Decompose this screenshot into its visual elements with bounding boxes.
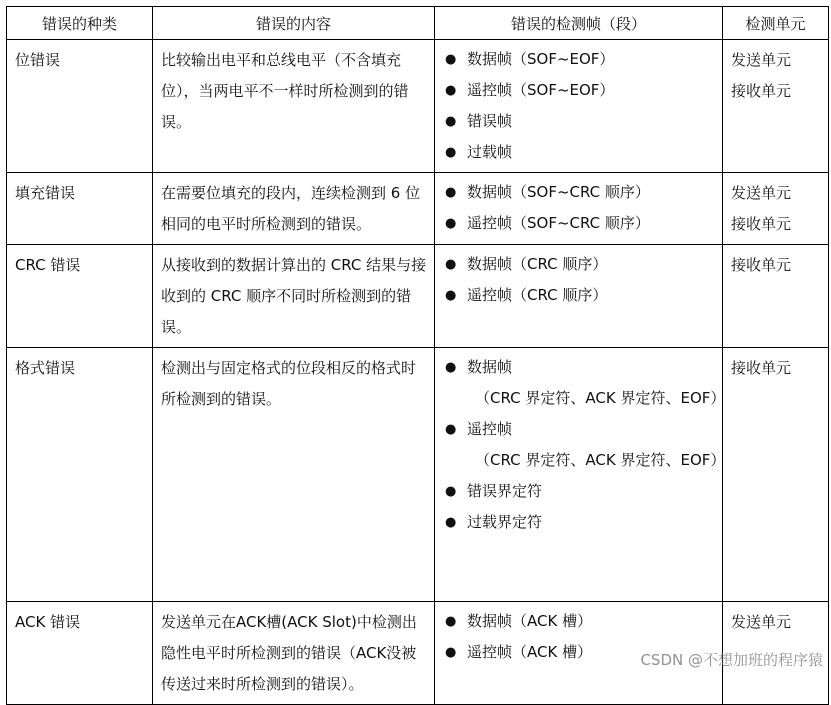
detection-unit-label: 接收单元 [731,359,792,377]
bullet-icon: ● [445,52,457,67]
frame-list-item [441,606,718,637]
unit-list [723,348,828,388]
bullet-icon: ● [445,515,457,530]
detection-unit-label: 接收单元 [731,82,792,100]
frame-label: 遥控帧（ACK 槽） [467,643,593,661]
frame-label: 数据帧（SOF~CRC 顺序） [467,183,650,201]
bullet-icon: ● [445,83,457,98]
bullet-icon: ● [445,145,457,160]
detection-unit-cell [723,40,829,173]
frame-label: 遥控帧（SOF~CRC 顺序） [467,214,650,232]
detection-unit-cell [723,245,829,348]
error-content-cell [153,602,435,705]
detection-unit-label: 发送单元 [731,613,792,631]
frame-label: 错误界定符 [467,482,543,500]
detection-frame-cell [435,245,723,348]
error-content-cell [153,40,435,173]
error-type-cell [7,40,153,173]
unit-list [723,245,828,285]
error-content-cell [153,173,435,245]
table-row [7,40,829,173]
error-content-text: 从接收到的数据计算出的 CRC 结果与接收到的 CRC 顺序不同时所检测到的错误。 [161,256,427,336]
detection-frame-cell [435,40,723,173]
frame-label: 遥控帧（SOF~EOF） [467,81,615,99]
frame-label: 过载帧 [467,143,513,161]
header-detection-unit: 检测单元 [723,7,829,40]
error-content-text: 检测出与固定格式的位段相反的格式时所检测到的错误。 [161,359,417,408]
frame-list-item [441,208,718,239]
bullet-icon: ● [445,185,457,200]
error-content-cell [153,245,435,348]
error-content-cell [153,348,435,602]
bullet-icon: ● [445,614,457,629]
frame-label: 遥控帧 [467,420,513,438]
unit-list [723,602,828,642]
bullet-icon: ● [445,216,457,231]
detection-frame-cell [435,348,726,602]
detection-unit-label: 接收单元 [731,215,792,233]
watermark: CSDN @不想加班的程序猿 [640,651,823,669]
bullet-icon: ● [445,288,457,303]
error-type-label: ACK 错误 [15,613,81,631]
error-content-text: 比较输出电平和总线电平（不含填充位），当两电平不一样时所检测到的错误。 [161,51,409,131]
table-row [7,173,829,245]
frame-label: 数据帧（CRC 顺序） [467,255,608,273]
frame-list-item [441,280,718,311]
frame-list-item [441,177,718,208]
detection-unit-label: 发送单元 [731,51,792,69]
frame-list-item [441,75,718,106]
frame-label: 过载界定符 [467,513,543,531]
frame-label: 数据帧（ACK 槽） [467,612,593,630]
detection-unit-cell [723,173,829,245]
frame-list-item [441,44,718,75]
header-error-type: 错误的种类 [7,7,153,40]
header-detection-frame: 错误的检测帧（段） [435,7,723,40]
frame-detail: （CRC 界定符、ACK 界定符、EOF） [475,451,726,469]
detection-unit-label: 发送单元 [731,184,792,202]
frame-label: 遥控帧（CRC 顺序） [467,286,608,304]
error-type-cell [7,173,153,245]
frame-list-item [441,249,718,280]
error-type-cell [7,602,153,705]
unit-list [723,40,828,111]
bullet-icon: ● [445,422,457,437]
frame-list-item [441,137,718,168]
header-error-content: 错误的内容 [153,7,435,40]
error-content-text: 在需要位填充的段内，连续检测到 6 位相同的电平时所检测到的错误。 [161,184,421,233]
bullet-icon: ● [445,645,457,660]
error-types-table [6,6,829,705]
bullet-icon: ● [445,114,457,129]
frame-list-item [441,507,718,538]
table-body [7,40,829,705]
table-row [7,245,829,348]
frame-list [435,173,722,243]
detection-unit-cell [723,348,829,602]
error-type-label: 位错误 [15,51,61,69]
error-type-label: CRC 错误 [15,256,81,274]
bullet-icon: ● [445,360,457,375]
frame-list-item [441,414,726,476]
detection-frame-cell [435,173,723,245]
error-type-label: 填充错误 [15,184,76,202]
frame-list [435,40,722,172]
detection-unit-label: 接收单元 [731,256,792,274]
frame-label: 数据帧（SOF~EOF） [467,50,615,68]
frame-list-item [441,106,718,137]
frame-list [435,348,726,542]
table-header-row [7,7,829,40]
frame-list-item [441,352,726,414]
table-row [7,348,829,602]
frame-label: 错误帧 [467,112,513,130]
error-type-label: 格式错误 [15,359,76,377]
frame-list [435,245,722,315]
error-type-cell [7,245,153,348]
error-type-cell [7,348,153,602]
error-content-text: 发送单元在ACK槽(ACK Slot)中检测出隐性电平时所检测到的错误（ACK没被传送过来时所检测到的错误）。 [161,613,417,693]
frame-detail: （CRC 界定符、ACK 界定符、EOF） [475,389,726,407]
frame-list-item [441,476,718,507]
unit-list [723,173,828,244]
frame-label: 数据帧 [467,358,513,376]
bullet-icon: ● [445,484,457,499]
bullet-icon: ● [445,257,457,272]
